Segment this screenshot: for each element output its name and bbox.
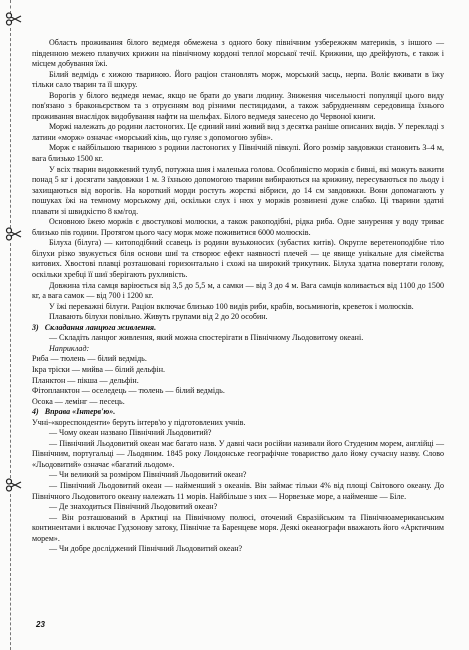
- paragraph: Основною їжею моржів є двостулкові молюски, а також ракоподібні, рідка риба. Одне занурення у воду триває близько пів години. Протягом цього часу морж може поживитися 6000 молюсків.: [32, 217, 444, 237]
- paragraph: Довжина тіла самця варіюється від 3,5 до 5,5 м, а самки — від 3 до 4 м. Вага самців коливається від 1100 до 1500 кг, а вага самок — від 700 і 1200 кг.: [32, 280, 444, 301]
- scissors-icon: [5, 478, 23, 492]
- example-label: Наприклад:: [49, 343, 90, 353]
- paragraph: У їжі переважні білуги. Раціон включає близько 100 видів риби, крабів, восьминогів, креветок і молюсків.: [49, 301, 414, 311]
- paragraph: У всіх тварин видовжений тулуб, потужна шия і маленька голова. Особливістю моржів є бивні, які можуть важити понад 5 кг і досягати завдовжки 1 м. З їхньою допомогою тварини вибираються на крижину, пересуваються по льоду і захищаються від ворогів. На короткий морди ростуть жорсткі вібриси, до 14 см завдовжки. Вони допомагають у пошуках їжі на темному морському дні, оскільки слух і нюх у моржів розвинені дуже слабко. Ці тварини здатні плавати зі швидкістю 8 км/год.: [32, 164, 444, 216]
- paragraph: Морж є найбільшою твариною з родини ластоногих у Північній півкулі. Його розмір завдовжки становить 3–4 м, вага близько 1500 кг.: [32, 143, 444, 164]
- food-chain: Риба — тюлень — білий ведмідь.: [32, 354, 147, 364]
- cut-line-lower: [10, 494, 12, 650]
- paragraph: Область проживання білого ведмедя обмежена з одного боку північним узбережжям материків, з іншого — південною межею плавучих крижин на північному кордоні теплої морської течії. Крижини, що дрейфують, є також і місцем добування їжі.: [32, 38, 444, 69]
- section-heading: [32, 323, 444, 334]
- paragraph: Плавають білухи повільно. Живуть групами від 2 до 20 особин.: [49, 312, 268, 322]
- paragraph: Моржі належать до родини ластоногих. Це єдиний нині живий вид з десятка раніше описаних видів. У перекладі з латини «морж» означає «морський кінь, що гуляє з допомогою зубів».: [32, 122, 444, 142]
- section-number: 4): [32, 407, 39, 417]
- page-number: 23: [36, 620, 45, 629]
- paragraph: Білуха (білуга) — китоподібний ссавець із родини вузьконосих (зубастих китів). Округле веретеноподібне тіло білухи різко звужується біля основи шиї та створює ефект наявності плечей — це явище унікальне для сімейства китових. Хвостові плавці розташовані горизонтально і схожі на широкий трикутник. Білуха здатна повертати голову, оскільки хребці її шиї зберігають рухливість.: [32, 238, 444, 280]
- dialogue-line: — Де знаходиться Північний Льодовитий океан?: [49, 502, 218, 512]
- section-heading: [32, 407, 444, 418]
- cut-line-upper: [10, 28, 12, 228]
- dialogue-line: — Він розташований в Арктиці на Північному полюсі, оточений Євразійським та Північноамериканським континентами і включає Гудзонову затоку, Північне та Баренцеве моря. Деякі океанографи вважають його «Арктичним морем».: [32, 512, 444, 543]
- section-number: 3): [32, 322, 39, 332]
- scissors-icon: [5, 227, 23, 241]
- dialogue-line: — Чи добре досліджений Північний Льодовитий океан?: [49, 544, 243, 554]
- section-title: Складання ланцюга живлення.: [44, 322, 157, 332]
- section-title: Вправа «Інтерв'ю».: [44, 407, 116, 417]
- dialogue-line: — Чому океан названо Північний Льодовитий?: [49, 428, 212, 438]
- dialogue-line: — Північний Льодовитий океан має багато назв. У давні часи російни називали його Студеним морем, англійці — Північним, португальці — Льодяним. 1845 року Лондонське географічне товариство дало йому сучасну назву. Слово «Льодовитий» означає «багатий льодом».: [32, 438, 444, 469]
- food-chain: Ікра тріски — мийва — білий дельфін.: [32, 364, 166, 374]
- cut-line-middle: [10, 243, 12, 478]
- food-chain: Планктон — пікша — дельфін.: [32, 375, 139, 385]
- page-content: [32, 38, 444, 555]
- scissors-icon: [5, 12, 23, 26]
- dialogue-line: — Північний Льодовитий океан — найменший з океанів. Він займає тільки 4% від площі Світового океану. До Північного Льодовитого океану належать 11 морів. Найбільше з них — Норвезьке море, а найменше — Біле.: [32, 480, 444, 501]
- dialogue-line: — Чи великий за розміром Північний Льодовитий океан?: [49, 470, 247, 480]
- food-chain: Фітопланктон — оселедець — тюлень — білий ведмідь.: [32, 386, 225, 396]
- section-intro: — Складіть ланцюг живлення, який можна спостерігати в Північному Льодовитому океані.: [49, 333, 364, 343]
- food-chain: Осока — лемінг — песець.: [32, 396, 125, 406]
- section-intro: Учні-«кореспонденти» беруть інтерв'ю у підготовлених учнів.: [32, 417, 246, 427]
- paragraph: Ворогів у білого ведмедя немає, якщо не брати до уваги людину. Зниження чисельності популяції цього виду пов'язано з браконьєрством та з отруєнням вод різними пестицидами, а також забрудненням середовища їхнього проживання внаслідок видобування нафти на шельфах. Білого ведмедя занесено до Червоної книги.: [32, 90, 444, 121]
- paragraph: Білий ведмідь є хижою твариною. Його раціон становлять морж, морський заєць, нерпа. Воліє вживати в їжу тільки сало тварин та її шкуру.: [32, 69, 444, 90]
